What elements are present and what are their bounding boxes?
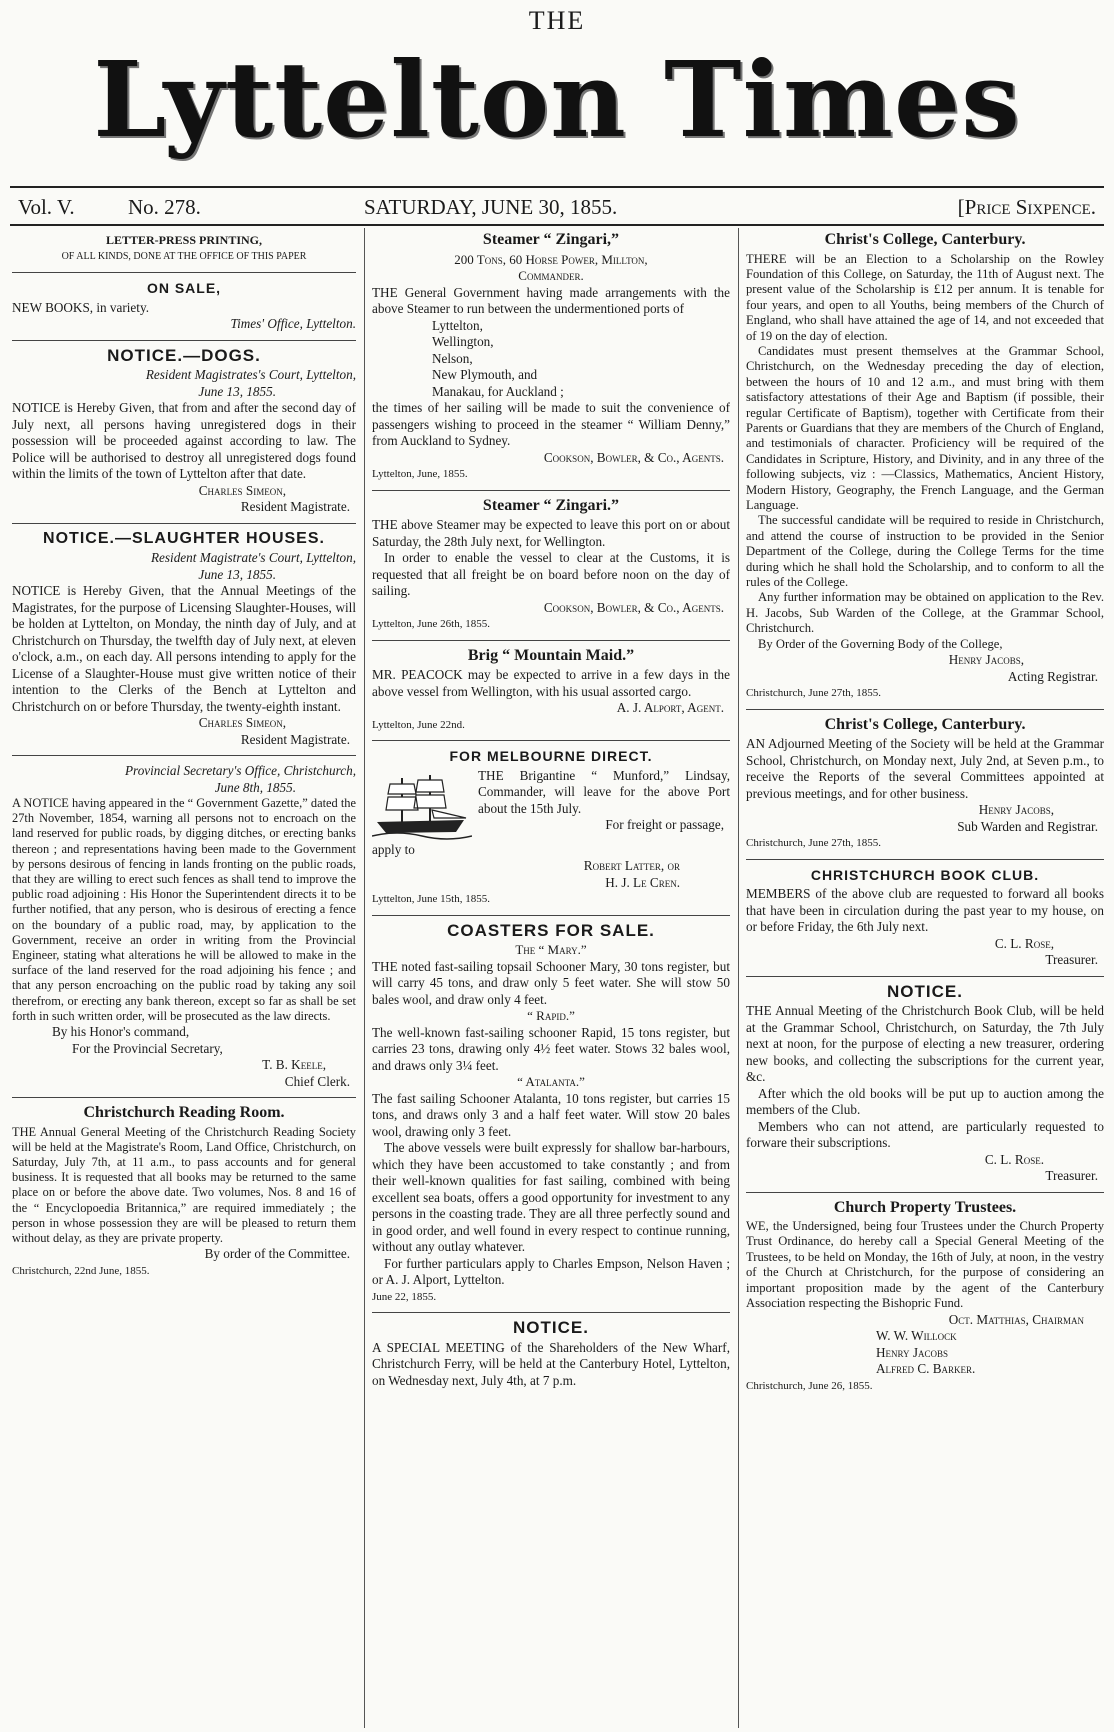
price: [Price Sixpence. [957, 195, 1096, 219]
mountain-text: MR. PEACOCK may be expected to arrive in a few days in the above vessel from Wellington, with his usual assorted cargo. [372, 667, 730, 699]
church-property-notice [746, 1200, 1104, 1394]
college1-title: Christ's College, Canterbury. [824, 232, 1026, 248]
slaughter-text: NOTICE is Hereby Given, that the Annual Meetings of the Magistrates, for the purpose of Licensing Slaughter-Houses, will be holden at Lyttelton, on Monday, the ninth day of July, and at Christchurch on Thursday, the twelfth day of July next, at eleven o'clock, a.m., on each day. All persons intending to apply for the License of a Slaughter-House must give written notice of their intention to the Clerks of the Bench at Lyttelton and Christchurch on or before Thursday, the twenty-eighth instant. [12, 583, 356, 714]
college1-sig-title: Acting Registrar. [1007, 668, 1098, 684]
coasters-text: The above vessels were built expressly for shallow bar-harbours, which they have been accustomed to take constantly ; and from their well-known qualities for fast sailing, combined with being excellent sea boats, offers a good opportunity for investment to any persons in the coasting trade. They are all three perfectly sound and in good order, and well found in every respect to continue running, without any outlay whatever. [372, 1140, 730, 1254]
college2-date: Christchurch, June 27th, 1855. [746, 837, 882, 850]
slaughter-date: June 13, 1855. [198, 566, 276, 582]
property-title: Church Property Trustees. [833, 1198, 1017, 1216]
property-date: Christchurch, June 26, 1855. [746, 1379, 873, 1392]
issue-number: No. 278. [128, 195, 201, 219]
on-sale-place: Times' Office, Lyttelton. [230, 316, 356, 331]
property-signatory: Henry Jacobs [876, 1344, 948, 1360]
melbourne-apply: apply to [372, 841, 415, 857]
zingari1-date: Lyttelton, June, 1855. [372, 468, 468, 480]
zingari1-text1: THE General Government having made arrangements with the above Steamer to run between the undermentioned ports of [372, 284, 730, 316]
zingari2-date: Lyttelton, June 26th, 1855. [372, 618, 490, 630]
mountain-date: Lyttelton, June 22nd. [372, 718, 465, 731]
mountain-maid-ad [372, 648, 730, 734]
on-sale-ad [12, 280, 356, 333]
coasters-mary: The “ Mary.” [515, 942, 587, 957]
college-meeting-notice [746, 717, 1104, 852]
property-text: WE, the Undersigned, being four Trustees under the Church Property Trust Ordinance, do hereby call a Special General Meeting of the Trustees, to be held on Monday, the 16th of July, at noon, in the vestry of the Church at Christchurch, for the purpose of considering an important proposition made by the agent of the Canterbury Association respecting the Bishopric Fund. [746, 1219, 1104, 1311]
melbourne-date: Lyttelton, June 15th, 1855. [372, 893, 490, 905]
provincial-for: For the Provincial Secretary, [72, 1040, 223, 1056]
zingari1-port: Manakau, for Auckland ; [432, 383, 564, 399]
dateline [10, 186, 1104, 226]
slaughter-notice [12, 531, 356, 749]
zingari1-sub1: 200 Tons, 60 Horse Power, Millton, [454, 251, 648, 267]
bookclub-notice-sig-title: Treasurer. [1045, 1168, 1098, 1184]
letterpress-line: OF ALL KINDS, DONE AT THE OFFICE OF THIS PAPER [61, 250, 307, 262]
ship-icon [372, 770, 472, 840]
college2-sig-title: Sub Warden and Registrar. [957, 818, 1098, 834]
slaughter-sig-title: Resident Magistrate. [240, 731, 350, 747]
coasters-atalanta-text: The fast sailing Schooner Atalanta, 10 tons register, but carries 15 tons, and draws only 3 and a half feet water. Will stow 20 bales wool, drawing only 3 feet. [372, 1090, 730, 1139]
column-rule [738, 228, 739, 1728]
bookclub-sig-name: C. L. Rose, [994, 935, 1054, 951]
coasters-rapid: “ Rapid.” [527, 1008, 575, 1023]
dogs-place: Resident Magistrates's Court, Lyttelton, [145, 367, 356, 382]
on-sale-text: NEW BOOKS, in variety. [12, 299, 149, 315]
reading-room-notice [12, 1105, 356, 1279]
wharf-text: A SPECIAL MEETING of the Shareholders of the New Wharf, Christchurch Ferry, will be held at the Canterbury Hotel, Lyttelton, on Wednesday next, July 4th, at 7 p.m. [372, 1339, 730, 1388]
volume: Vol. V. [18, 195, 75, 219]
melbourne-text2: For freight or passage, [605, 817, 724, 832]
college2-sig-name: Henry Jacobs, [978, 802, 1054, 818]
book-club-notice [746, 867, 1104, 969]
provincial-place: Provincial Secretary's Office, Christchurch, [125, 763, 356, 778]
dogs-text: NOTICE is Hereby Given, that from and after the second day of July next, all persons having unregistered dogs in their possession will be proceeded against according to law. The Police will be authorised to destroy all unregistered dogs found within the limits of the town of Lyttelton after that date. [12, 400, 356, 481]
zingari1-port: Nelson, [432, 350, 473, 366]
melbourne-sig2: H. J. Le Cren. [605, 874, 680, 890]
zingari1-port: Wellington, [432, 334, 494, 349]
provincial-sig-title: Chief Clerk. [284, 1073, 350, 1089]
college1-date: Christchurch, June 27th, 1855. [746, 687, 882, 700]
reading-title: Christchurch Reading Room. [83, 1104, 285, 1122]
dogs-sig-name: Charles Simeon, [198, 482, 286, 498]
zingari1-sub2: Commander. [518, 268, 584, 283]
slaughter-title: NOTICE.—SLAUGHTER HOUSES. [43, 529, 325, 547]
wharf-notice [372, 1320, 730, 1389]
zingari1-port: Lyttelton, [432, 317, 483, 333]
college1-text3: The successful candidate will be required to reside in Christchurch, and attend the course of instruction to be provided in the Senior Department of the College, during the College Terms for the time during which he shall hold the Scholarship, and to conform to all the rules of the College. [746, 513, 1104, 590]
coasters-title: COASTERS FOR SALE. [447, 920, 655, 940]
melbourne-text1: THE Brigantine “ Munford,” Lindsay, Commander, will leave for the above Port about the 15th July. [478, 767, 730, 816]
property-signatory: Oct. Matthias, Chairman [948, 1311, 1084, 1327]
coasters-atalanta: “ Atalanta.” [517, 1074, 585, 1089]
letterpress-ad [12, 232, 356, 265]
wharf-title: NOTICE. [513, 1318, 589, 1337]
mountain-title: Brig “ Mountain Maid.” [467, 646, 635, 664]
mountain-sig: A. J. Alport, Agent. [616, 700, 724, 715]
college1-text4: Any further information may be obtained on application to the Rev. H. Jacobs, Sub Warden of the College, at the Grammar School, Christchurch. [746, 590, 1104, 636]
dogs-sig-title: Resident Magistrate. [240, 499, 350, 514]
dogs-notice [12, 345, 356, 516]
bookclub-title: CHRISTCHURCH BOOK CLUB. [810, 866, 1040, 883]
bookclub-notice-sig-name: C. L. Rose. [984, 1151, 1044, 1167]
melbourne-ad [372, 748, 730, 908]
zingari2-sig: Cookson, Bowler, & Co., Agents. [543, 599, 724, 615]
letterpress-title: LETTER-PRESS PRINTING, [105, 233, 263, 247]
coasters-rapid-text: The well-known fast-sailing schooner Rapid, 15 tons register, but carries 23 tons, drawing only 4½ feet water. Stows 32 bales wool, and draws only 3¼ feet. [372, 1024, 730, 1073]
zingari-ad-2 [372, 498, 730, 633]
property-signatory: Alfred C. Barker. [876, 1361, 976, 1376]
college-scholarship-notice [746, 232, 1104, 702]
college1-sig-name: Henry Jacobs, [948, 652, 1024, 668]
property-signatory: W. W. Willock [876, 1328, 957, 1343]
zingari2-title: Steamer “ Zingari.” [482, 496, 620, 514]
coasters-further: For further particulars apply to Charles Empson, Nelson Haven ; or A. J. Alport, Lyttelton. [372, 1255, 730, 1287]
column-rule [364, 228, 365, 1728]
melbourne-title: FOR MELBOURNE DIRECT. [449, 748, 653, 764]
bookclub-notice-text2: After which the old books will be put up to auction among the members of the Club. [746, 1085, 1104, 1118]
coasters-date: June 22, 1855. [372, 1290, 437, 1303]
bookclub-notice-text3: Members who can not attend, are particularly requested to forware their subscriptions. [746, 1118, 1104, 1151]
slaughter-place: Resident Magistrate's Court, Lyttelton, [151, 550, 356, 565]
college1-text5: By Order of the Governing Body of the College, [758, 636, 1003, 651]
zingari1-port: New Plymouth, and [432, 367, 538, 382]
zingari1-text2: the times of her sailing will be made to suit the convenience of passengers wishing to proceed in the steamer “ William Denny,” from Auckland to Sydney. [372, 400, 730, 448]
on-sale-title: ON SALE, [146, 280, 222, 296]
zingari1-title: Steamer “ Zingari,” [482, 232, 620, 248]
masthead-the: THE [528, 6, 586, 35]
provincial-notice [12, 763, 356, 1090]
dogs-title: NOTICE.—DOGS. [107, 345, 261, 365]
masthead [0, 0, 1114, 186]
column-2 [372, 232, 730, 1727]
bookclub-notice-title: NOTICE. [887, 981, 963, 1001]
melbourne-sig1: Robert Latter, or [583, 858, 680, 873]
provincial-text: A NOTICE having appeared in the “ Government Gazette,” dated the 27th November, 1854, warning all persons not to encroach on the land reserved for public roads, by digging ditches, or erecting banks thereon ; and representations having been made to the Government by persons desirous of fencing in lands fronting on the public roads, that they are willing to erect such fences as shall tend to improve the public road adjoining : His Honor the Superintendent directs it to be further notified, that any person, who is desirous of erecting a fence on the boundary of a public road, may, by application to the Government, receive an order in writing from the Provincial Engineer, stating what alterations he will be allowed to make in the surface of the land reserved for the road adjoining his fence ; and that any person encroaching on the public road by taking any soil therefrom, or erecting any bank thereon, except so far as shall be set forth in such written order, will be prosecuted as the law directs. [12, 796, 356, 1023]
issue-date: SATURDAY, JUNE 30, 1855. [364, 195, 618, 219]
bookclub-notice-text1: THE Annual Meeting of the Christchurch Book Club, will be held at the Grammar School, Christchurch, on Saturday, the 7th July next at noon, for the purpose of electing a new treasurer, ordering new books, and collecting the subscriptions for the current year, &c. [746, 1003, 1104, 1085]
college1-text1: THERE will be an Election to a Scholarship on the Rowley Foundation of this College, on Saturday, the 11th of August next. The present value of the Scholarship is £12 per annum. It is tenable for four years, and open to all Youths, being members of the Church of England, who shall have attained the age of 14, and not exceeded that of 19 on the day of election. [746, 251, 1104, 343]
zingari2-text1: THE above Steamer may be expected to leave this port on or about Saturday, the 28th July next, for Wellington. [372, 517, 730, 549]
zingari-ad-1 [372, 232, 730, 483]
provincial-command: By his Honor's command, [52, 1024, 190, 1040]
coasters-mary-text: THE noted fast-sailing topsail Schooner Mary, 30 tons register, but will carry 45 tons, and draw only 5 feet water. She will stow 50 bales wool, and draw only 4 feet. [372, 958, 730, 1007]
column-1 [12, 232, 356, 1727]
zingari2-text2: In order to enable the vessel to clear at the Customs, it is requested that all freight be on board before noon on the day of sailing. [372, 550, 730, 598]
bookclub-sig-title: Treasurer. [1045, 952, 1098, 968]
coasters-ad [372, 920, 730, 1306]
paper-title: Lyttelton Times [93, 38, 1021, 161]
dogs-date: June 13, 1855. [198, 383, 276, 399]
college2-title: Christ's College, Canterbury. [824, 715, 1026, 733]
bookclub-text: MEMBERS of the above club are requested to forward all books that have been in circulation during the past year to my house, on or before Friday, the 6th July next. [746, 886, 1104, 935]
provincial-sig-name: T. B. Keele, [262, 1057, 326, 1073]
slaughter-sig-name: Charles Simeon, [198, 715, 286, 730]
reading-sig: By order of the Committee. [204, 1246, 350, 1262]
book-club-meeting-notice [746, 981, 1104, 1185]
column-3 [746, 232, 1104, 1727]
provincial-date: June 8th, 1855. [214, 779, 296, 795]
reading-text: THE Annual General Meeting of the Christchurch Reading Society will be held at the Magistrate's Room, Land Office, Christchurch, on Saturday, July 7th, at 11 a.m., to pass accounts and for general business. It is requested that all books may be returned to the same place on or before the above date. Two volumes, Nos. 8 and 16 of the “ Encyclopoedia Britannica,” are required immediately ; the person in whose possession they are will be pleased to return them without delay, as they are private property. [12, 1124, 356, 1245]
college1-text2: Candidates must present themselves at the Grammar School, Christchurch, on the Wednesday preceding the day of election, between the hours of 10 and 12 a.m., and must bring with them satisfactory attestations of their Age and Baptism (if possible, their regular Certificate of Baptism), together with Certificate from their Parents or Guardians that they are members of the Church of England, and testimonials of character. Proficiency will be required of the Candidates in Scripture, History, and Divinity, and in any three of the following subjects, viz : —Classics, Mathematics, Ancient History, Modern History, Geography, the French Language, and the German Language. [746, 343, 1104, 512]
zingari1-sig: Cookson, Bowler, & Co., Agents. [543, 449, 724, 465]
reading-date: Christchurch, 22nd June, 1855. [12, 1264, 150, 1277]
college2-text: AN Adjourned Meeting of the Society will be held at the Grammar School, Christchurch, on Monday next, July 2nd, at Seven p.m., to receive the Reports of the several Committees appointed at previous meetings, and for other business. [746, 736, 1104, 801]
